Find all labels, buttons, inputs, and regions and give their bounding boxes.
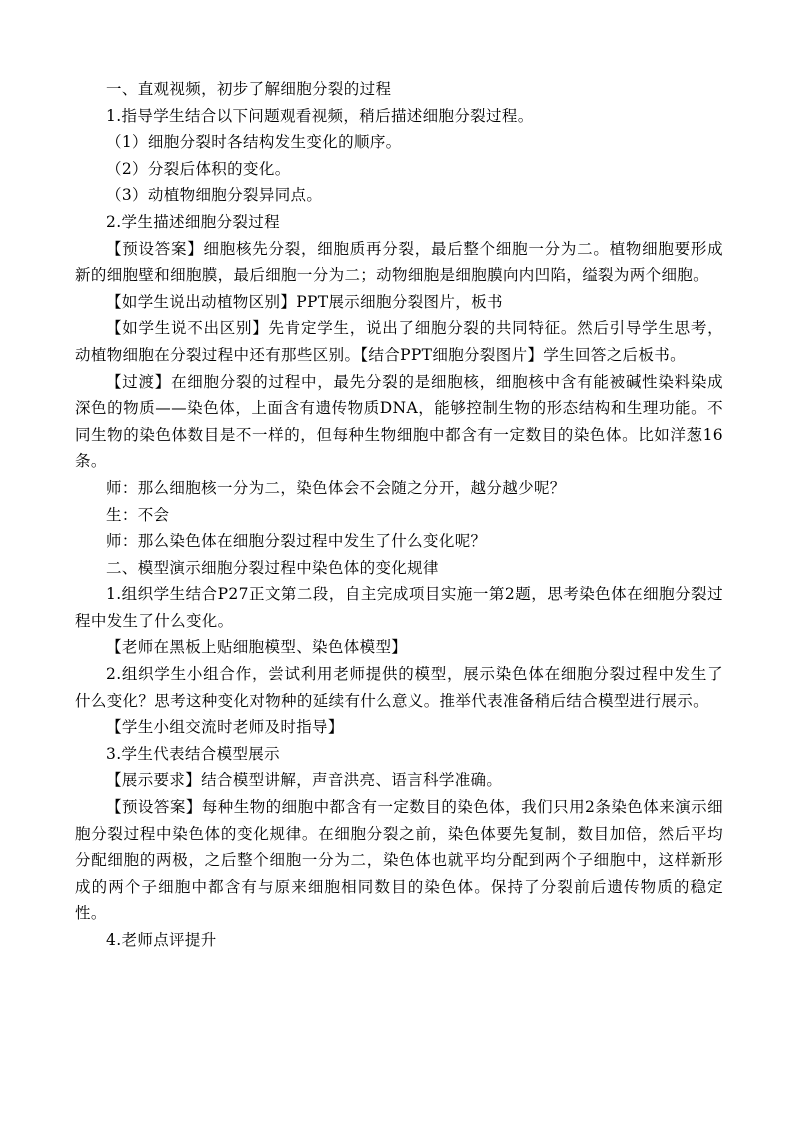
answer-paragraph: 【预设答案】细胞核先分裂，细胞质再分裂，最后整个细胞一分为二。植物细胞要形成新的细胞壁和细胞膜，最后细胞一分为二；动物细胞是细胞膜向内凹陷，缢裂为两个细胞。 xyxy=(75,239,723,285)
section-heading: 二、模型演示细胞分裂过程中染色体的变化规律 xyxy=(106,558,439,577)
transition-paragraph: 【过渡】在细胞分裂的过程中，最先分裂的是细胞核，细胞核中含有能被碱性染料染成深色的物质——染色体，上面含有遗传物质DNA，能够控制生物的形态结构和生理功能。不同生物的染色体数目是不一样的，但每种生物细胞中都含有一定数目的染色体。比如洋葱16条。 xyxy=(75,372,723,471)
step-item: 4.老师点评提升 xyxy=(106,931,217,949)
step-item: 1.组织学生结合P27正文第二段，自主完成项目实施一第2题，思考染色体在细胞分裂过程中发生了什么变化。 xyxy=(75,585,723,630)
question-item: （2）分裂后体积的变化。 xyxy=(106,159,291,178)
section-heading: 一、直观视频，初步了解细胞分裂的过程 xyxy=(106,80,392,98)
step-item: 3.学生代表结合模型展示 xyxy=(106,744,280,763)
question-item: （1）细胞分裂时各结构发生变化的顺序。 xyxy=(106,133,402,152)
step-item: 2.组织学生小组合作，尝试利用老师提供的模型，展示染色体在细胞分裂过程中发生了什么变化？思考这种变化对物种的延续有什么意义。推举代表准备稍后结合模型进行展示。 xyxy=(75,665,723,710)
note-paragraph: 【学生小组交流时老师及时指导】 xyxy=(106,718,344,737)
note-paragraph: 【如学生说出动植物区别】PPT展示细胞分裂图片，板书 xyxy=(106,292,503,311)
step-item: 2.学生描述细胞分裂过程 xyxy=(106,212,280,231)
question-item: （3）动植物细胞分裂异同点。 xyxy=(106,186,323,205)
dialogue-line: 生：不会 xyxy=(106,505,170,524)
requirement-paragraph: 【展示要求】结合模型讲解，声音洪亮、语言科学准确。 xyxy=(106,771,503,790)
answer-paragraph: 【预设答案】每种生物的细胞中都含有一定数目的染色体，我们只用2条染色体来演示细胞分裂过程中染色体的变化规律。在细胞分裂之前，染色体要先复制，数目加倍，然后平均分配细胞的两极，之后整个细胞一分为二，染色体也就平均分配到两个子细胞中，这样新形成的两个子细胞中都含有与原来细胞相同数目的染色体。保持了分裂前后遗传物质的稳定性。 xyxy=(75,798,723,923)
dialogue-line: 师：那么染色体在细胞分裂过程中发生了什么变化呢？ xyxy=(106,532,487,551)
document-body xyxy=(75,76,723,954)
note-paragraph: 【老师在黑板上贴细胞模型、染色体模型】 xyxy=(106,638,408,657)
note-paragraph: 【如学生说不出区别】先肯定学生，说出了细胞分裂的共同特征。然后引导学生思考，动植物细胞在分裂过程中还有那些区别。【结合PPT细胞分裂图片】学生回答之后板书。 xyxy=(75,319,723,364)
step-item: 1.指导学生结合以下问题观看视频，稍后描述细胞分裂过程。 xyxy=(106,106,534,125)
dialogue-line: 师：那么细胞核一分为二，染色体会不会随之分开，越分越少呢？ xyxy=(106,478,566,497)
